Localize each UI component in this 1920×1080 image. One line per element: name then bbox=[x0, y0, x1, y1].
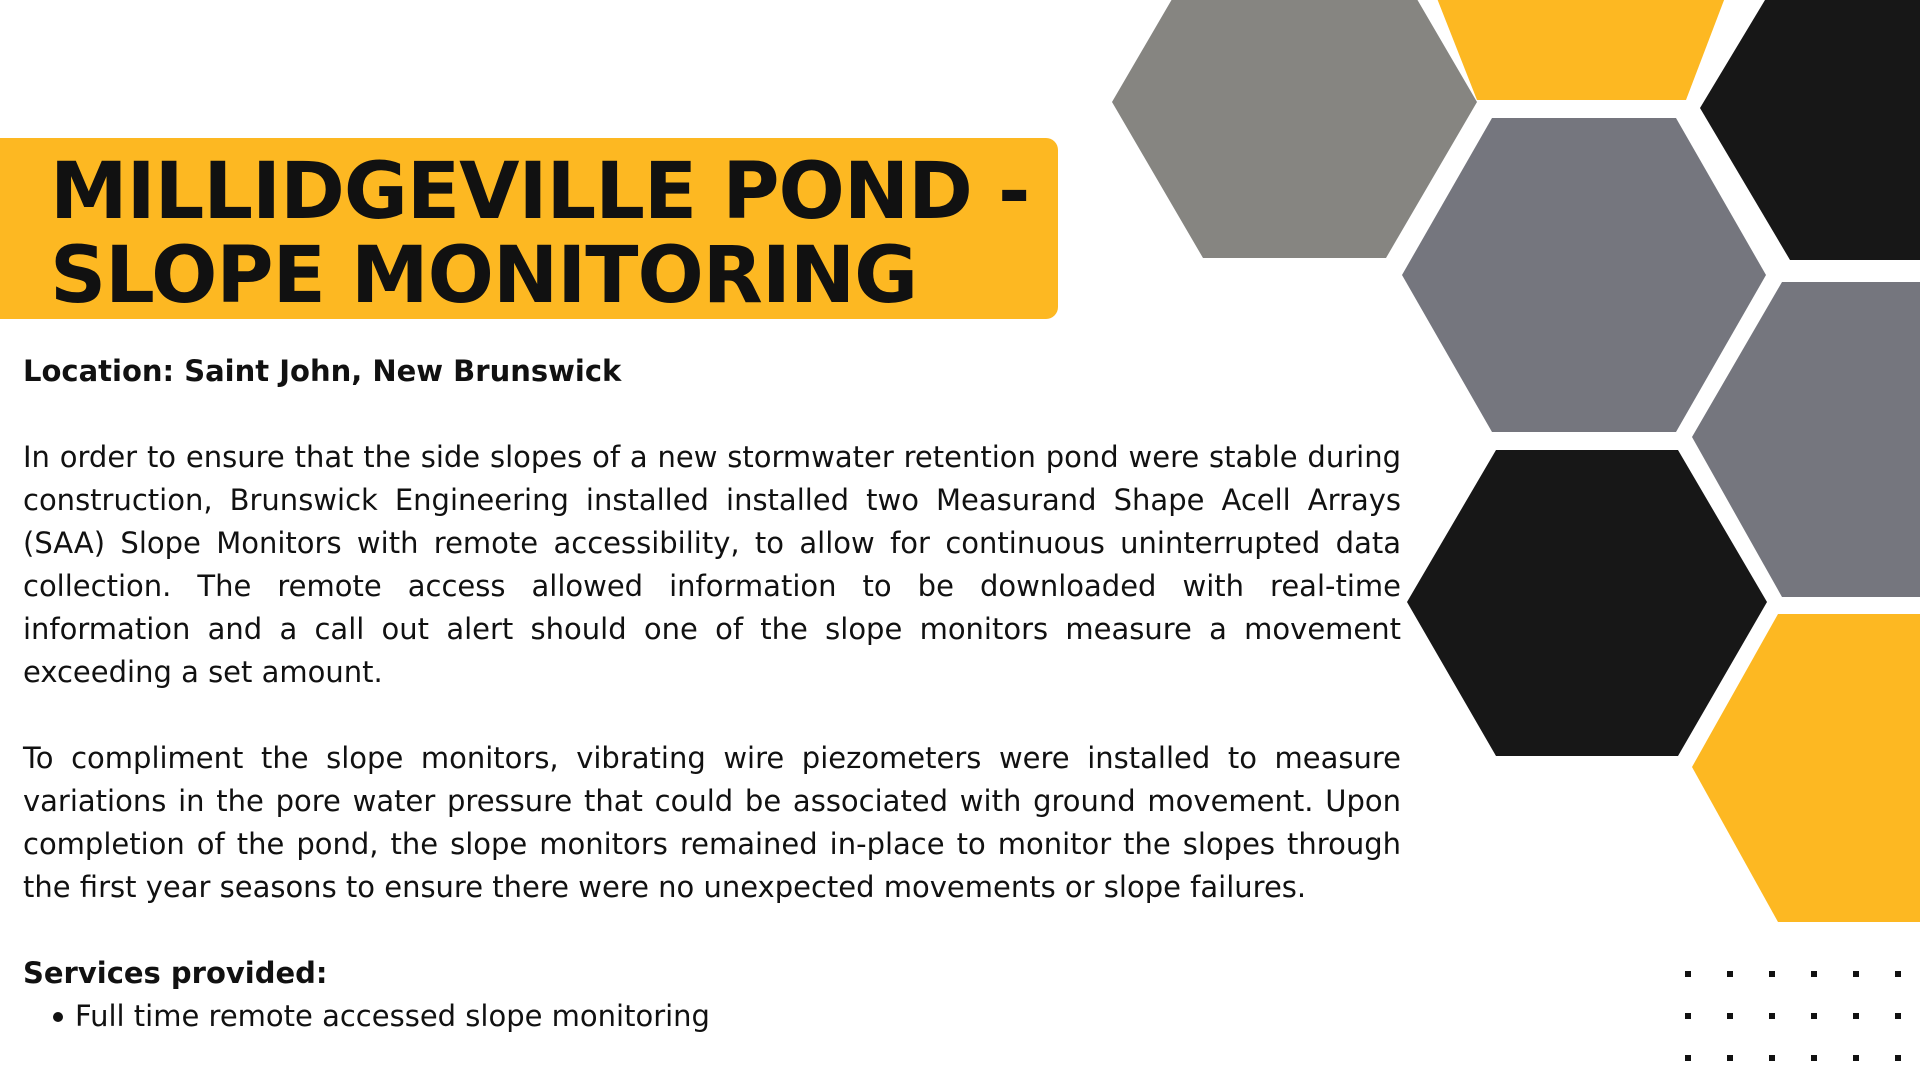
services-list-item: Full time remote accessed slope monitoring bbox=[75, 995, 1401, 1038]
page-title-line-1: MILLIDGEVILLE POND - bbox=[50, 147, 1030, 237]
hexagon-gray-top bbox=[1112, 0, 1477, 258]
hexagon-black-center bbox=[1407, 450, 1767, 756]
page-title bbox=[50, 147, 1030, 321]
location-label: Location: Saint John, New Brunswick bbox=[23, 354, 622, 388]
description-paragraph-1: In order to ensure that the side slopes of a new stormwater retention pond were stable during construction, Brunswick Engineering installed installed two Measurand Shape Acell Arrays (SAA) Slope Monitors with remote accessibility, to allow for continuous uninterrupted data collection. The remote access allowed information to be downloaded with real-time information and a call out alert should one of the slope monitors measure a movement exceeding a set amount. bbox=[23, 440, 1401, 689]
description-paragraph-2: To compliment the slope monitors, vibrating wire piezometers were installed to measure variations in the pore water pressure that could be associated with ground movement. Upon completion of the pond, the slope monitors remained in-place to monitor the slopes through the first year seasons to ensure there were no unexpected movements or slope failures. bbox=[23, 741, 1401, 904]
services-heading: Services provided: bbox=[23, 956, 328, 990]
project-description bbox=[23, 350, 1401, 1038]
title-banner bbox=[0, 138, 1058, 319]
page-title-line-2: SLOPE MONITORING bbox=[50, 231, 918, 321]
services-list bbox=[23, 995, 1401, 1038]
dot-grid-decoration bbox=[1685, 971, 1901, 1061]
hexagon-slate-center bbox=[1402, 118, 1766, 432]
